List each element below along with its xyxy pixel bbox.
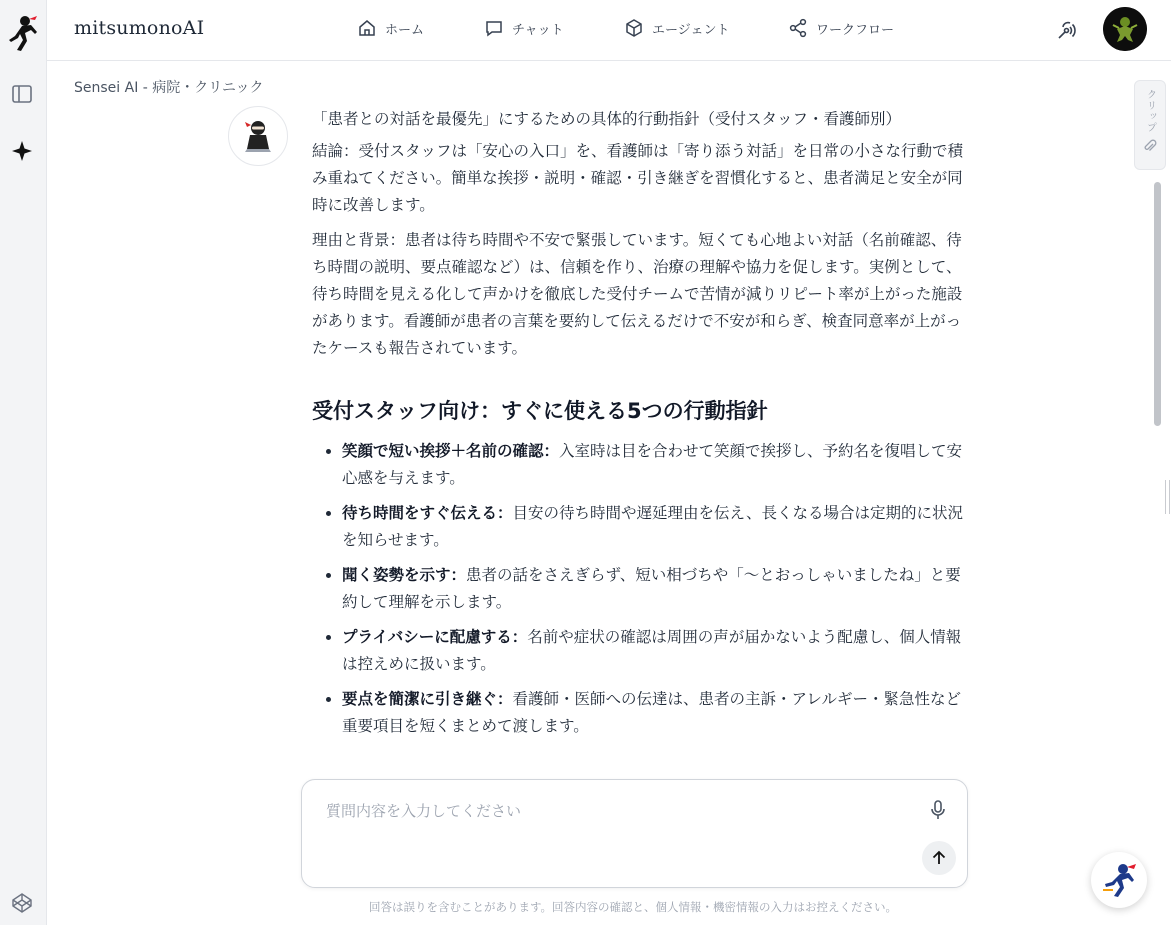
nav-workflow-label: ワークフロー	[816, 22, 895, 38]
chat-bubble-icon	[484, 18, 504, 38]
list-item	[342, 686, 967, 740]
chat-input-box	[301, 779, 968, 888]
chat-scrollbar[interactable]	[1152, 180, 1162, 770]
send-button[interactable]	[922, 841, 956, 875]
list-item	[342, 438, 967, 492]
assistant-message	[312, 106, 967, 748]
resize-handle[interactable]	[1165, 480, 1170, 514]
guideline-list	[312, 438, 967, 740]
list-item-title: 笑顔で短い挨拶＋名前の確認：	[342, 442, 560, 460]
disclaimer: 回答は誤りを含むことがあります。回答内容の確認と、個人情報・機密情報の入力はお控えください。	[368, 900, 898, 914]
list-item-title: 聞く姿勢を示す：	[342, 566, 467, 584]
list-item-title: プライバシーに配慮する：	[342, 628, 528, 646]
running-ninja-icon	[1099, 860, 1139, 900]
microphone-icon[interactable]	[926, 798, 950, 822]
list-item	[342, 624, 967, 678]
list-item-text: 入室時は目を合わせて笑顔で挨拶し、予約名を復唱して安心感を与えます。	[342, 442, 963, 487]
brand-name[interactable]: mitsumonoAI	[74, 17, 205, 39]
sidebar-toggle-icon[interactable]	[10, 82, 34, 106]
clip-tab[interactable]	[1134, 80, 1166, 170]
arrow-up-icon	[930, 849, 948, 867]
nav-home[interactable]	[357, 18, 424, 38]
list-item	[342, 562, 967, 616]
nav-workflow[interactable]	[788, 18, 894, 38]
nav-chat[interactable]	[484, 18, 564, 38]
nav-agent[interactable]	[624, 18, 729, 38]
clip-tab-label: クリップ	[1144, 89, 1156, 133]
chat-input[interactable]	[324, 798, 908, 842]
home-icon	[357, 18, 377, 38]
cube-icon	[624, 18, 644, 38]
nav-agent-label: エージェント	[652, 22, 730, 38]
section-heading: 受付スタッフ向け：すぐに使える5つの行動指針	[312, 399, 768, 423]
top-header	[47, 0, 1171, 61]
helper-button[interactable]	[1091, 852, 1147, 908]
list-item-text: 目安の待ち時間や遅延理由を伝え、長くなる場合は定期的に状況を知らせます。	[342, 504, 963, 549]
ninja-logo-icon[interactable]	[5, 14, 39, 52]
scrollbar-thumb[interactable]	[1154, 182, 1161, 426]
message-paragraph: 結論：受付スタッフは「安心の入口」を、看護師は「寄り添う対話」を日常の小さな行動で積み重ねてください。簡単な挨拶・説明・確認・引き継ぎを習慣化すると、患者満足と安全が同時に改善します。	[312, 142, 964, 214]
list-item-title: 要点を簡潔に引き継ぐ：	[342, 690, 513, 708]
message-paragraph: 理由と背景：患者は待ち時間や不安で緊張しています。短くても心地よい対話（名前確認、待ち時間の説明、要点確認など）は、信頼を作り、治療の理解や協力を促します。実例として、待ち時間を見える化して声かけを徹底した受付チームで苦情が減りリピート率が上がった施設があります。看護師が患者の言葉を要約して伝えるだけで不安が和らぎ、検査同意率が上がったケースも報告されています。	[312, 231, 963, 357]
left-rail	[0, 0, 47, 925]
broadcast-icon[interactable]	[1055, 18, 1079, 42]
paperclip-icon	[1143, 139, 1157, 153]
list-item-text: 看護師・医師への伝達は、患者の主訴・アレルギー・緊急性など重要項目を短くまとめて渡します。	[342, 690, 962, 735]
list-item	[342, 500, 967, 554]
sparkle-icon[interactable]	[10, 139, 34, 163]
list-item-title: 待ち時間をすぐ伝える：	[342, 504, 513, 522]
list-item-text: 患者の話をさえぎらず、短い相づちや「〜とおっしゃいましたね」と要約して理解を示します。	[342, 566, 961, 611]
ninja-icon	[243, 119, 273, 153]
list-item-text: 名前や症状の確認は周囲の声が届かないよう配慮し、個人情報は控えめに扱います。	[342, 628, 962, 673]
breadcrumb[interactable]: Sensei AI - 病院・クリニック	[74, 80, 264, 96]
share-nodes-icon	[788, 18, 808, 38]
nav-home-label: ホーム	[385, 22, 425, 38]
user-avatar[interactable]	[1103, 7, 1147, 51]
nav-chat-label: チャット	[512, 22, 564, 38]
assistant-avatar	[228, 106, 288, 166]
message-title: 「患者との対話を最優先」にするための具体的行動指針（受付スタッフ・看護師別）	[312, 110, 902, 128]
